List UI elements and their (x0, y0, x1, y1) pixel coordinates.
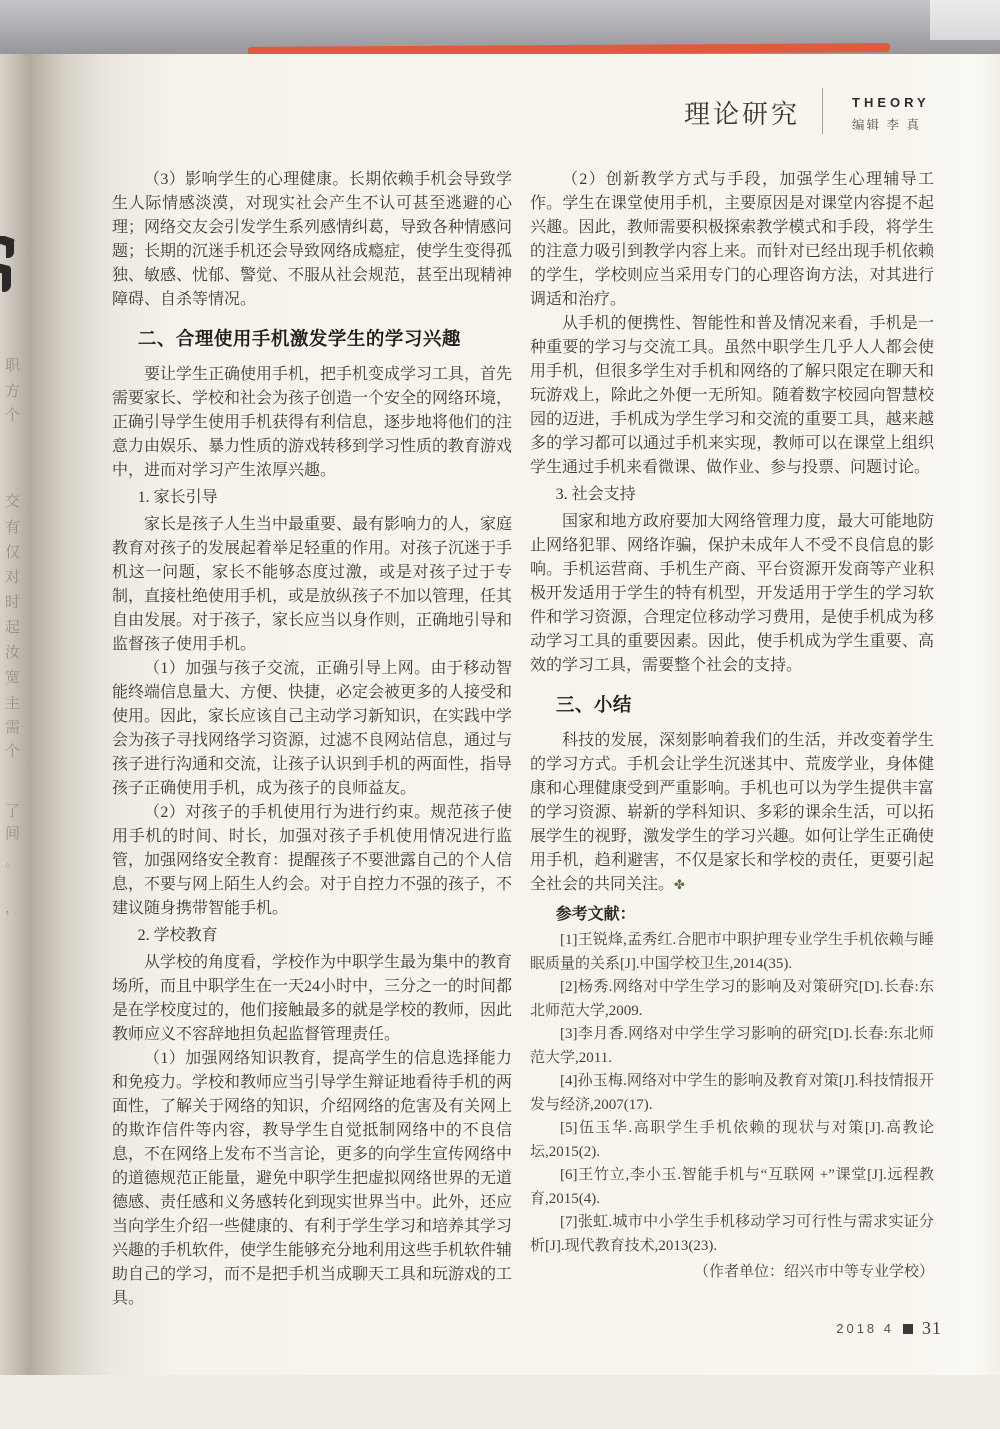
reference-item: [5]伍玉华.高职学生手机依赖的现状与对策[J].高教论坛,2015(2). (530, 1120, 934, 1160)
spine-glyph: 有 (5, 520, 21, 536)
spine-glyph: 个 (5, 744, 21, 760)
spine-glyph: 起 (5, 620, 21, 636)
scanner-background-right (930, 0, 1000, 40)
spine-glyph: 主 (5, 696, 21, 712)
page-number: 31 (922, 1318, 942, 1338)
paragraph-section2-intro: 要让学生正确使用手机，把手机变成学习工具，首先需要家长、学校和社会为孩子创造一个安全的网络环境，正确引导学生使用手机获得有利信息，逐步地将他们的注意力由娱乐、暴力性质的游戏转移到学习性质的教育游戏中，进而对学习产生浓厚兴趣。 (112, 366, 513, 479)
column-title-en: THEORY (852, 95, 930, 110)
paragraph-parents-item2: （2）对孩子的手机使用行为进行约束。规范孩子使用手机的时间、时长，加强对孩子手机使用情况进行监管，加强网络安全教育：提醒孩子不要泄露自己的个人信息，不要与网上陌生人约会。对于自控力不强的孩子，不建议随身携带智能手机。 (112, 804, 513, 917)
spine-glyph: 了 (5, 804, 21, 820)
spine-glyph: 交 (5, 494, 21, 510)
spine-glyph: ， (5, 900, 21, 916)
paragraph-society: 国家和地方政府要加大网络管理力度，最大可能地防止网络犯罪、网络诈骗，保护未成年人不受不良信息的影响。手机运营商、手机生产商、平台资源开发商等产业积极开发适用于学生的特有机型，开发适用于学生的学习软件和学习资源，合理定位移动学习费用，是使手机成为移动学习工具的重要因素。因此，使手机成为学生重要、高效的学习工具，需要整个社会的支持。 (530, 513, 934, 674)
spine-glyph: 职 (5, 358, 21, 374)
paragraph-school: 从学校的角度看，学校作为中职学生最为集中的教育场所，而且中职学生在一天24小时中，三分之一的时间都是在学校度过的，他们接触最多的就是学校的教师，因此教师应义不容辞地担负起监督管理责任。 (112, 954, 513, 1043)
article-end-mark-icon: ✤ (674, 877, 685, 892)
subhead-school: 2. 学校教育 (137, 927, 218, 944)
paragraph-parents-item1: （1）加强与孩子交流，正确引导上网。由于移动智能终端信息量大、方便、快捷，必定会被更多的人接受和使用。因此，家长应该自己主动学习新知识，在实践中学会为孩子寻找网络学习资源，过滤不良网站信息，通过与孩子进行沟通和交流，让孩子认识到手机的两面性，指导孩子正确使用手机，成为孩子的良师益友。 (112, 660, 513, 797)
paragraph-school-item1: （1）加强网络知识教育，提高学生的信息选择能力和免疫力。学校和教师应当引导学生辩证地看待手机的两面性，了解关于网络的知识，介绍网络的危害及有关网上的欺诈信件等内容，教导学生自觉抵制网络中的不良信息，不在网络上发布不当言论，更多的向学生宣传网络中的道德规范正能量，避免中职学生把虚拟网络世界的无道德感、责任感和义务感转化到现实世界当中。此外，还应当向学生介绍一些健康的、有利于学生学习和培养其学习兴趣的手机软件，使学生能够充分地利用这些手机软件辅助自己的学习，而不是把手机当成聊天工具和玩游戏的工具。 (112, 1050, 513, 1307)
spine-glyph: 个 (5, 408, 21, 424)
scan-artifact (0, 236, 22, 294)
reference-item: [4]孙玉梅.网络对中学生的影响及教育对策[J].科技情报开发与经济,2007(17). (530, 1073, 934, 1113)
summary-text: 科技的发展，深刻影响着我们的生活，并改变着学生的学习方式。手机会让学生沉迷其中、荒废学业，身体健康和心理健康受到严重影响。手机也可以为学生提供丰富的学习资源、崭新的学科知识、多彩的课余生活，可以拓展学生的视野，激发学生的学习兴趣。如何让学生正确使用手机，趋利避害，不仅是家长和学校的责任，更要引起全社会的共同关注。 (530, 732, 934, 893)
spine-glyph: 仅 (5, 545, 21, 561)
reference-item: [3]李月香.网络对中学生学习影响的研究[D].长春:东北师范大学,2011. (530, 1026, 934, 1066)
paragraph-summary (530, 729, 934, 897)
reference-item: [2]杨秀.网络对中学生学习的影响及对策研究[D].长春:东北师范大学,2009. (530, 979, 934, 1019)
page-footer (836, 1318, 942, 1339)
paragraph-teaching: （2）创新教学方式与手段，加强学生心理辅导工作。学生在课堂使用手机，主要原因是对课堂内容提不起兴趣。因此，教师需要积极探索教学模式和手段，将学生的注意力吸引到教学内容上来。而针对已经出现手机依赖的学生，学校则应当采用专门的心理咨询方法，对其进行调适和治疗。 (530, 171, 934, 308)
column-title: 理论研究 (684, 99, 801, 129)
paragraph-psych-health: （3）影响学生的心理健康。长期依赖手机会导致学生人际情感淡漠，对现实社会产生不认可甚至逃避的心理；网络交友会引发学生系列感情纠葛，导致各种情感问题；长期的沉迷手机还会导致网络成瘾症，使学生变得孤独、敏感、忧郁、警觉、不服从社会规范，甚至出现精神障碍、自杀等情况。 (112, 171, 513, 308)
author-affiliation: （作者单位：绍兴市中等专业学校） (693, 1264, 934, 1280)
subhead-parents: 1. 家长引导 (137, 489, 218, 506)
spine-glyph: 时 (5, 595, 21, 611)
spine-glyph: 汝 (5, 645, 21, 661)
footer-square-icon (903, 1324, 913, 1334)
subhead-society: 3. 社会支持 (555, 486, 636, 503)
reference-item: [6]王竹立,李小玉.智能手机与“互联网 +”课堂[J].远程教育,2015(4). (530, 1167, 934, 1207)
paragraph-parents: 家长是孩子人生当中最重要、最有影响力的人，家庭教育对孩子的发展起着举足轻重的作用。对孩子沉迷于手机这一问题，家长不能够态度过激，或是对孩子过于专制，直接杜绝使用手机，或是放纵孩子不加以管理，任其自由发展。对于孩子，家长应当以身作则，正确地引导和监督孩子使用手机。 (112, 516, 513, 653)
reference-item: [7]张虹.城市中小学生手机移动学习可行性与需求实证分析[J].现代教育技术,2013(23). (530, 1214, 934, 1254)
spine-glyph: 需 (5, 720, 21, 736)
reference-item: [1]王锐烽,孟秀红.合肥市中职护理专业学生手机依赖与睡眠质量的关系[J].中国学校卫生,2014(35). (530, 932, 934, 972)
spine-glyph: 宽 (5, 670, 21, 686)
paragraph-portability: 从手机的便携性、智能性和普及情况来看，手机是一种重要的学习与交流工具。虽然中职学生几乎人人都会使用手机，但很多学生对手机和网络的了解只限定在聊天和玩游戏上，除此之外便一无所知。随着数字校园向智慧校园的迈进，手机成为学生学习和交流的重要工具，越来越多的学习都可以通过手机来实现，教师可以在课堂上组织学生通过手机来看微课、做作业、参与投票、问题讨论。 (530, 315, 934, 476)
editor-label: 编辑 李 真 (852, 118, 921, 132)
spine-glyph: 方 (5, 384, 21, 400)
spine-glyph: 对 (5, 570, 21, 586)
spine-glyph: 。 (5, 854, 21, 870)
left-column (112, 168, 512, 1311)
right-column (530, 168, 934, 1284)
issue-label: 2018 4 (836, 1321, 894, 1336)
header-divider (822, 88, 823, 134)
section-heading-2: 二、合理使用手机激发学生的学习兴趣 (137, 328, 461, 349)
section-heading-3: 三、小结 (555, 694, 632, 715)
references-title: 参考文献： (555, 906, 636, 923)
spine-glyph: 间 (5, 826, 21, 842)
